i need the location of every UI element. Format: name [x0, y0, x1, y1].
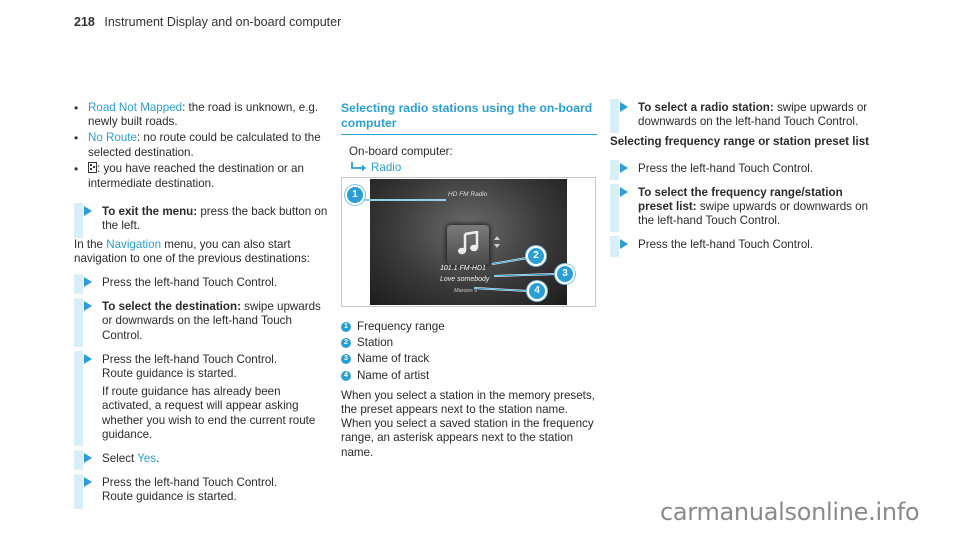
figure-legend: [341, 320, 597, 460]
legend-label: Frequency range: [357, 320, 445, 333]
step-press-control-final: [610, 238, 872, 252]
legend-number: 4: [341, 371, 351, 381]
bullet-text: : no route could be calculated to the selected destination.: [88, 131, 321, 159]
step-text: Press the left-hand Touch Control.: [102, 476, 278, 490]
screen-title: HD FM Radio: [448, 191, 488, 198]
step-bold: To select a radio station:: [638, 101, 774, 114]
legend-label: Name of artist: [357, 368, 430, 382]
list-item: [74, 131, 329, 159]
step-arrow-icon: [84, 206, 92, 216]
callout-2: 2: [528, 248, 544, 264]
watermark: carmanualsonline.info: [660, 498, 920, 526]
step-press-control: [74, 276, 329, 290]
step-result: Route guidance is started.: [102, 490, 237, 504]
step-select-destination: [74, 300, 329, 343]
step-select-yes: [74, 452, 329, 466]
presets-paragraph: When you select a station in the memory presets, the preset appears next to the station name. When you select a saved station in the frequency range, an asterisk appears next to the station name.: [341, 388, 595, 459]
step-text: swipe upwards or downwards on the left-hand Touch Control.: [638, 200, 869, 228]
step-text: Press the left-hand Touch Control.: [638, 238, 814, 252]
step-arrow-icon: [620, 102, 628, 112]
page-number: 218: [74, 15, 95, 29]
legend-item: [341, 352, 597, 366]
step-arrow-icon: [84, 301, 92, 311]
callout-3: 3: [557, 266, 573, 282]
step-press-control: [610, 162, 872, 176]
menu-path-label: On-board computer:: [349, 145, 453, 158]
step-arrow-icon: [84, 354, 92, 364]
radio-figure: [341, 177, 596, 307]
artist-name: Maroon 5: [454, 288, 478, 294]
step-arrow-icon: [620, 187, 628, 197]
track-name: Love somebody: [440, 276, 490, 283]
column-1: [74, 101, 329, 509]
callout-lines: [342, 178, 595, 306]
step-result: Route guidance is started.: [102, 367, 237, 381]
step-arrow-icon: [620, 163, 628, 173]
step-exit-menu: [74, 205, 329, 233]
page-header: [74, 15, 341, 29]
step-arrow-icon: [620, 239, 628, 249]
step-note: If route guidance has already been activated, a request will appear asking whether you wish to end the current route guidance.: [102, 385, 316, 441]
page-title: Instrument Display and on-board computer: [104, 15, 342, 29]
list-item: [74, 101, 329, 129]
column-3: [610, 101, 872, 257]
step-text: Press the left-hand Touch Control.: [102, 352, 278, 366]
column-2: [341, 101, 597, 177]
destination-flag-icon: [88, 162, 97, 177]
legend-item: [341, 369, 597, 383]
menu-path-radio: Radio: [371, 161, 402, 175]
legend-label: Station: [357, 336, 394, 350]
legend-item: [341, 336, 597, 350]
step-select-station: [610, 101, 872, 129]
legend-number: 3: [341, 354, 351, 364]
step-text: swipe upwards or downwards on the left-hand Touch Control.: [102, 300, 321, 342]
bullet-text: : the road is unknown, e.g. newly built roads.: [88, 101, 319, 129]
step-arrow-icon: [84, 453, 92, 463]
term-navigation: Navigation: [106, 237, 162, 251]
step-text: Press the left-hand Touch Control.: [638, 161, 814, 175]
term-no-route: No Route: [88, 131, 137, 145]
path-arrow-icon: [351, 162, 367, 177]
navigation-paragraph: [74, 238, 329, 266]
term-yes: Yes: [137, 452, 157, 466]
section-heading: Selecting radio stations using the on-board computer: [341, 101, 597, 135]
step-arrow-icon: [84, 277, 92, 287]
legend-number: 2: [341, 338, 351, 348]
station-name: 101.1 FM-HD1: [440, 265, 486, 272]
legend-number: 1: [341, 322, 351, 332]
subheading: Selecting frequency range or station preset list: [610, 135, 869, 149]
step-text: Press the left-hand Touch Control.: [102, 276, 278, 290]
step-arrow-icon: [84, 477, 92, 487]
step-press-control-final: [74, 476, 329, 504]
step-select-list: [610, 186, 872, 229]
callout-1: 1: [347, 187, 363, 203]
legend-label: Name of track: [357, 352, 430, 366]
step-bold: To exit the menu:: [102, 205, 198, 219]
para-post: menu, you can also start navigation to one of the previous destinations:: [74, 237, 310, 265]
menu-path: [351, 161, 597, 177]
step-text: press the back button on the left.: [102, 205, 328, 233]
step-text: swipe upwards or downwards on the left-hand Touch Control.: [638, 101, 868, 129]
bullet-text: : you have reached the destination or an intermediate destination.: [88, 161, 304, 191]
step-start-guidance: [74, 353, 329, 442]
step-bold: To select the destination:: [102, 300, 241, 314]
step-post: .: [156, 452, 160, 466]
para-pre: In the: [74, 237, 107, 251]
callout-4: 4: [529, 283, 545, 299]
legend-item: [341, 320, 597, 334]
term-road-not-mapped: Road Not Mapped: [88, 101, 183, 114]
step-pre: Select: [102, 452, 138, 466]
step-bold: To select the frequency range/station preset list:: [638, 185, 843, 214]
list-item: [74, 162, 329, 191]
